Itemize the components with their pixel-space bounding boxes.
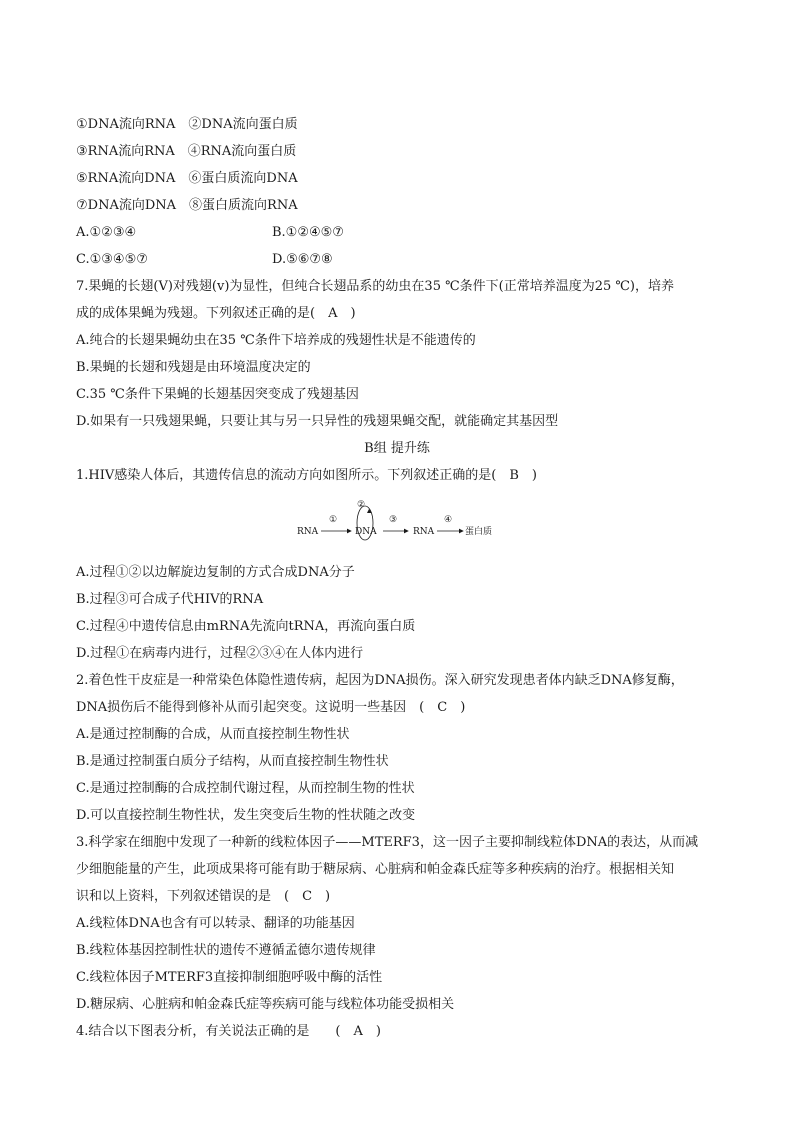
option-line: ③RNA流向RNA ④RNA流向蛋白质 (76, 144, 297, 159)
choice-a: A.过程①②以边解旋边复制的方式合成DNA分子 (76, 565, 355, 580)
question-stem: 少细胞能量的产生，此项成果将可能有助于糖尿病、心脏病和帕金森氏症等多种疾病的治疗。根据相关知 (76, 862, 675, 877)
choice-a: A.纯合的长翅果蝇幼虫在35 ℃条件下培养成的残翅性状是不能遗传的 (76, 333, 476, 348)
choice-d: D.过程①在病毒内进行，过程②③④在人体内进行 (76, 646, 364, 661)
section-title: B组 提升练 (364, 441, 430, 456)
question-stem: 成的成体果蝇为残翅。下列叙述正确的是( A ) (76, 306, 356, 321)
choice-a: A.①②③④ (76, 225, 137, 240)
question-stem: 2.着色性干皮症是一种常染色体隐性遗传病，起因为DNA损伤。深入研究发现患者体内缺乏DNA修复酶， (76, 673, 684, 688)
question-stem: 识和以上资料，下列叙述错误的是 ( C ) (76, 889, 331, 904)
choice-c: C.①③④⑤⑦ (76, 252, 148, 267)
option-line: ⑦DNA流向DNA ⑧蛋白质流向RNA (76, 198, 298, 213)
choice-c: C.35 ℃条件下果蝇的长翅基因突变成了残翅基因 (76, 387, 359, 402)
protein-label: 蛋白质 (465, 527, 493, 537)
choice-d: D.可以直接控制生物性状，发生突变后生物的性状随之改变 (76, 808, 416, 823)
step-3-label: ③ (389, 515, 398, 525)
rna-label: RNA (413, 527, 435, 537)
question-stem: 7.果蝇的长翅(V)对残翅(v)为显性，但纯合长翅品系的幼虫在35 ℃条件下(正常培养温度为25 ℃)，培养 (76, 279, 675, 294)
choice-b: B.是通过控制蛋白质分子结构，从而直接控制生物性状 (76, 754, 389, 769)
choice-b: B.①②④⑤⑦ (272, 225, 344, 240)
choice-c: C.过程④中遗传信息由mRNA先流向tRNA，再流向蛋白质 (76, 619, 416, 634)
dna-label: DNA (355, 527, 377, 537)
choice-b: B.果蝇的长翅和残翅是由环境温度决定的 (76, 360, 311, 375)
choice-d: D.如果有一只残翅果蝇，只要让其与另一只异性的残翅果蝇交配，就能确定其基因型 (76, 414, 559, 429)
step-2-label: ② (357, 500, 366, 510)
choice-c: C.线粒体因子MTERF3直接抑制细胞呼吸中酶的活性 (76, 970, 383, 985)
question-stem: 4.结合以下图表分析，有关说法正确的是 ( A ) (76, 1024, 381, 1039)
choice-d: D.⑤⑥⑦⑧ (272, 252, 333, 267)
option-line: ⑤RNA流向DNA ⑥蛋白质流向DNA (76, 171, 298, 186)
genetic-flow-diagram (295, 497, 535, 549)
question-stem: 1.HIV感染人体后，其遗传信息的流动方向如图所示。下列叙述正确的是( B ) (76, 468, 537, 483)
rna-label: RNA (297, 527, 319, 537)
choice-b: B.线粒体基因控制性状的遗传不遵循孟德尔遗传规律 (76, 943, 376, 958)
option-line: ①DNA流向RNA ②DNA流向蛋白质 (76, 117, 298, 132)
choice-b: B.过程③可合成子代HIV的RNA (76, 592, 264, 607)
choice-a: A.是通过控制酶的合成，从而直接控制生物性状 (76, 727, 350, 742)
step-1-label: ① (329, 515, 338, 525)
choice-c: C.是通过控制酶的合成控制代谢过程，从而控制生物的性状 (76, 781, 415, 796)
step-4-label: ④ (444, 515, 453, 525)
question-stem: 3.科学家在细胞中发现了一种新的线粒体因子——MTERF3，这一因子主要抑制线粒体DNA的表达，从而减 (76, 835, 699, 850)
choice-a: A.线粒体DNA也含有可以转录、翻译的功能基因 (76, 916, 355, 931)
choice-d: D.糖尿病、心脏病和帕金森氏症等疾病可能与线粒体功能受损相关 (76, 997, 455, 1012)
question-stem: DNA损伤后不能得到修补从而引起突变。这说明一些基因 ( C ) (76, 700, 466, 715)
